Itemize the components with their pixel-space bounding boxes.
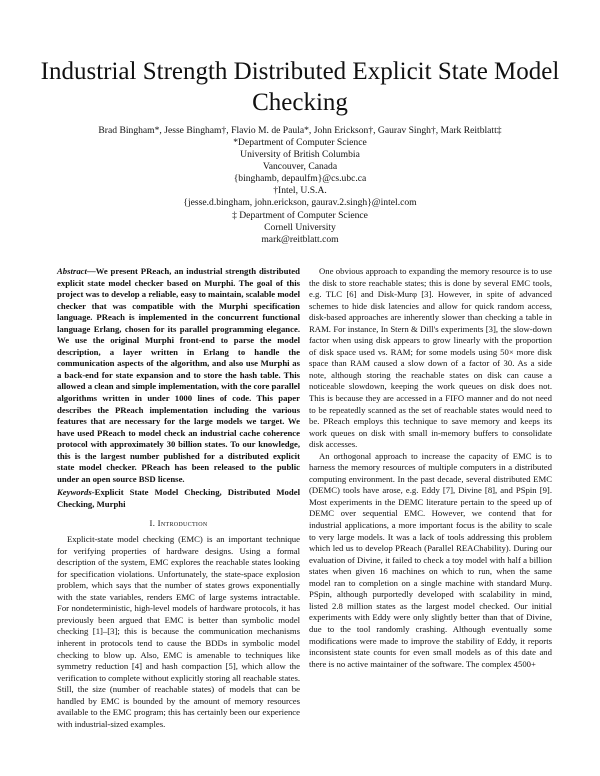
affiliation-line: ‡ Department of Computer Science [232,209,368,221]
keywords-label: Keywords [57,487,92,498]
affiliation-email: {binghamb, depaulfm}@cs.ubc.ca [233,173,367,185]
affiliation-line: University of British Columbia [240,149,360,161]
body-paragraph: An orthogonal approach to increase the capacity of EMC is to harness the memory resources of multiple computers in a distributed computing environment. In the past decade, several distributed EMC (DEMC) tools have arose, e.g. Eddy [7], Divine [8], and PSpin [9]. Most experiments in the DEMC literature pertain to the speed up of DEMC over sequential EMC. However, we contend that for industrial applications, a more important focus is the ability to scale to very large models. It was a lack of tools addressing this problem which led us to develop PReach (Parallel REAChability). During our evaluation of Divine, it failed to check a toy model with half a billion states when given 16 machines on which to run, when the same model ran to completion on a single machine with standard Murφ. PSpin, although purportedly developed with scalability in mind, listed 2.8 million states as the largest model checked. Our initial experiments with Eddy were only slightly better than that of Divine, due to the tool randomly crashing. Although eventually some modifications were made to improve the stability of Eddy, it reports inconsistent state counts for even small models as of this date and there is no active maintainer of the software. The complex 4500+ [309,450,552,669]
abstract-label: Abstract [57,266,87,276]
abstract [57,266,300,485]
affiliation-line: *Department of Computer Science [233,137,367,148]
paper-title: Industrial Strength Distributed Explicit State Model Checking [40,58,560,116]
affiliation-email: {jesse.d.bingham, john.erickson, gaurav.2.singh}@intel.com [183,197,417,209]
keywords [57,487,300,510]
right-column [309,266,552,670]
affiliation-line: †Intel, U.S.A. [273,185,327,197]
body-paragraph: One obvious approach to expanding the memory resource is to use the disk to store reachable states; this is done by several EMC tools, e.g. TLC [6] and Disk-Murφ [3]. However, in spite of advanced schemes to hide disk latencies and allow for quick random access, disk-based approaches are inherently slower than checking a table in RAM. For instance, In Stern & Dill's experiments [3], the slow-down factor when using disk appears to grow linearly with the proportion of disk space used vs. RAM; for some models using 50× more disk space than RAM caused a slow down of a factor of 30. As a side note, although storing the reachable states on disk can cause a noticeable slowdown, keeping the work queues on disk does not. This is because they are accessed in a FIFO manner and do not need to be repeatedly scanned as the set of reachable states would need to be. PReach employs this technique to save memory and keeps its work queues on disk with small in-memory buffers to consolidate disk accesses. [309,266,552,450]
section-heading: I. Introduction [149,518,208,529]
left-column [57,266,300,730]
body-paragraph: Explicit-state model checking (EMC) is an important technique for verifying properties of hardware designs. Using a formal description of the system, EMC explores the reachable states looking for specification violations. Unfortunately, the state-space explosion problem, which says that the number of states grows exponentially with the state variables, renders EMC of large systems intractable. For nondeterministic, high-level models of hardware protocols, it has previously been argued that EMC is better than symbolic model checking [1]–[3]; this is because the communication mechanisms inherent in protocols tend to cause the BDDs in symbolic model checking to blow up. Also, EMC is amenable to techniques like symmetry reduction [4] and hash compaction [5], which allow the verification to complete without explicitly storing all reachable states. Still, the size (number of reachable states) of models that can be handled by EMC is bounded by the amount of memory resources available to the EMC program; this has certainly been our experience with industrial-sized examples. [57,534,300,729]
affiliation-email: mark@reitblatt.com [261,233,339,245]
affiliation-line: Vancouver, Canada [262,161,338,173]
abstract-text: —We present PReach, an industrial strength distributed explicit state model checker based on Murphi. The goal of this project was to develop a reliable, easy to maintain, scalable model checker that was compatible with the Murphi specification language. PReach is implemented in the concurrent functional language Erlang, chosen for its parallel programming elegance. We use the original Murphi front-end to parse the model description, a layer written in Erlang to handle the communication aspects of the algorithm, and also use Murphi as a back-end for state expansion and to store the hash table. This allowed a clean and simple implementation, with the core parallel algorithms written in under 1000 lines of code. This paper describes the PReach implementation including the various features that are necessary for the large models we target. We have used PReach to model check an industrial cache coherence protocol with approximately 30 billion states. To our knowledge, this is the largest number published for a distributed explicit state model checker. PReach has been released to the public under an open source BSD license. [57,266,300,484]
affiliation-line: Cornell University [264,221,336,233]
author-list: Brad Bingham*, Jesse Bingham†, Flavio M. de Paula*, John Erickson†, Gaurav Singh†, Mark Reitblatt‡ [98,125,502,136]
keywords-text: -Explicit State Model Checking, Distributed Model Checking, Murphi [57,487,300,509]
affiliations [40,137,560,246]
